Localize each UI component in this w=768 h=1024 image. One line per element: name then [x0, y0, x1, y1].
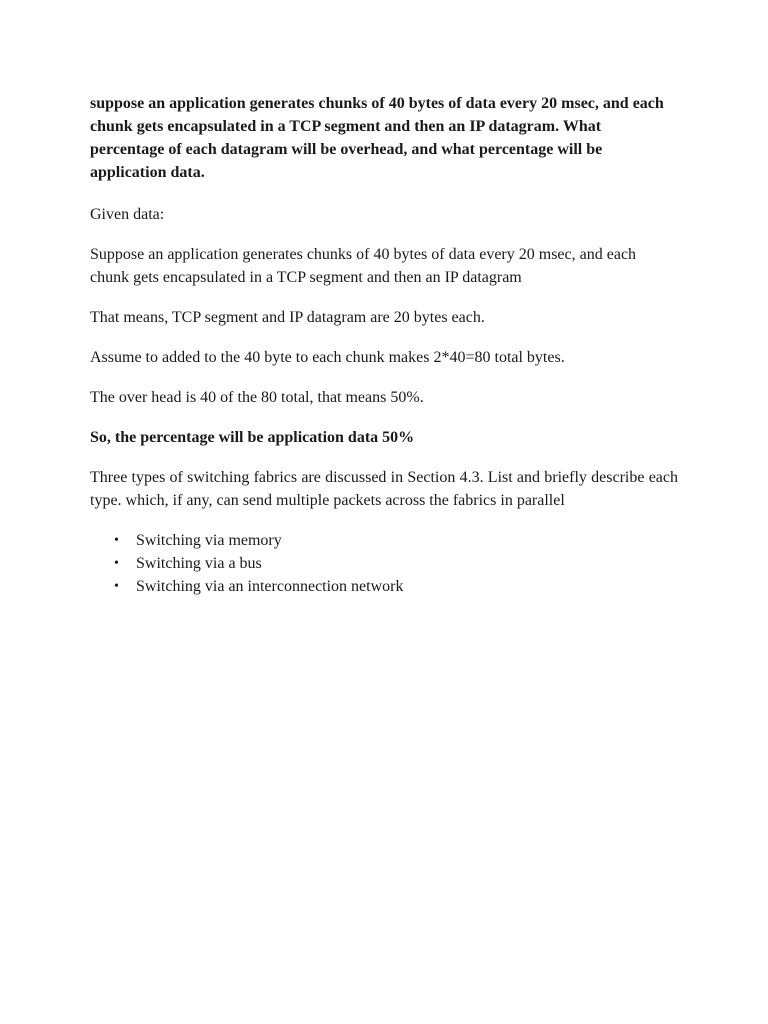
given-data-text: Suppose an application generates chunks of 40 bytes of data every 20 msec, and each chunk gets encapsulated in a TCP segment and then an IP datagram — [90, 246, 637, 286]
total-bytes-line: Assume to added to the 40 byte to each chunk makes 2*40=80 total bytes. — [90, 349, 565, 366]
list-item-text: Switching via an interconnection network — [136, 578, 404, 595]
list-item-text: Switching via memory — [136, 532, 282, 549]
overhead-line: The over head is 40 of the 80 total, that means 50%. — [90, 389, 424, 406]
list-item-text: Switching via a bus — [136, 555, 262, 572]
list-item — [114, 552, 678, 575]
list-item — [114, 529, 678, 552]
question-1: suppose an application generates chunks of 40 bytes of data every 20 msec, and each chunk gets encapsulated in a TCP segment and then an IP datagram. What percentage of each datagram will be overhead, and what percentage will be application data. — [90, 95, 664, 181]
switching-types-list — [90, 529, 678, 598]
bullet-icon: • — [114, 533, 119, 548]
list-item — [114, 575, 678, 598]
question-2: Three types of switching fabrics are discussed in Section 4.3. List and briefly describe each type. which, if any, can send multiple packets across the fabrics in parallel — [90, 469, 678, 509]
bullet-icon: • — [114, 579, 119, 594]
bullet-icon: • — [114, 556, 119, 571]
given-data-label: Given data: — [90, 206, 165, 223]
conclusion-line: So, the percentage will be application data 50% — [90, 429, 415, 446]
tcp-ip-sizes-line: That means, TCP segment and IP datagram are 20 bytes each. — [90, 309, 485, 326]
document-page — [90, 92, 678, 598]
